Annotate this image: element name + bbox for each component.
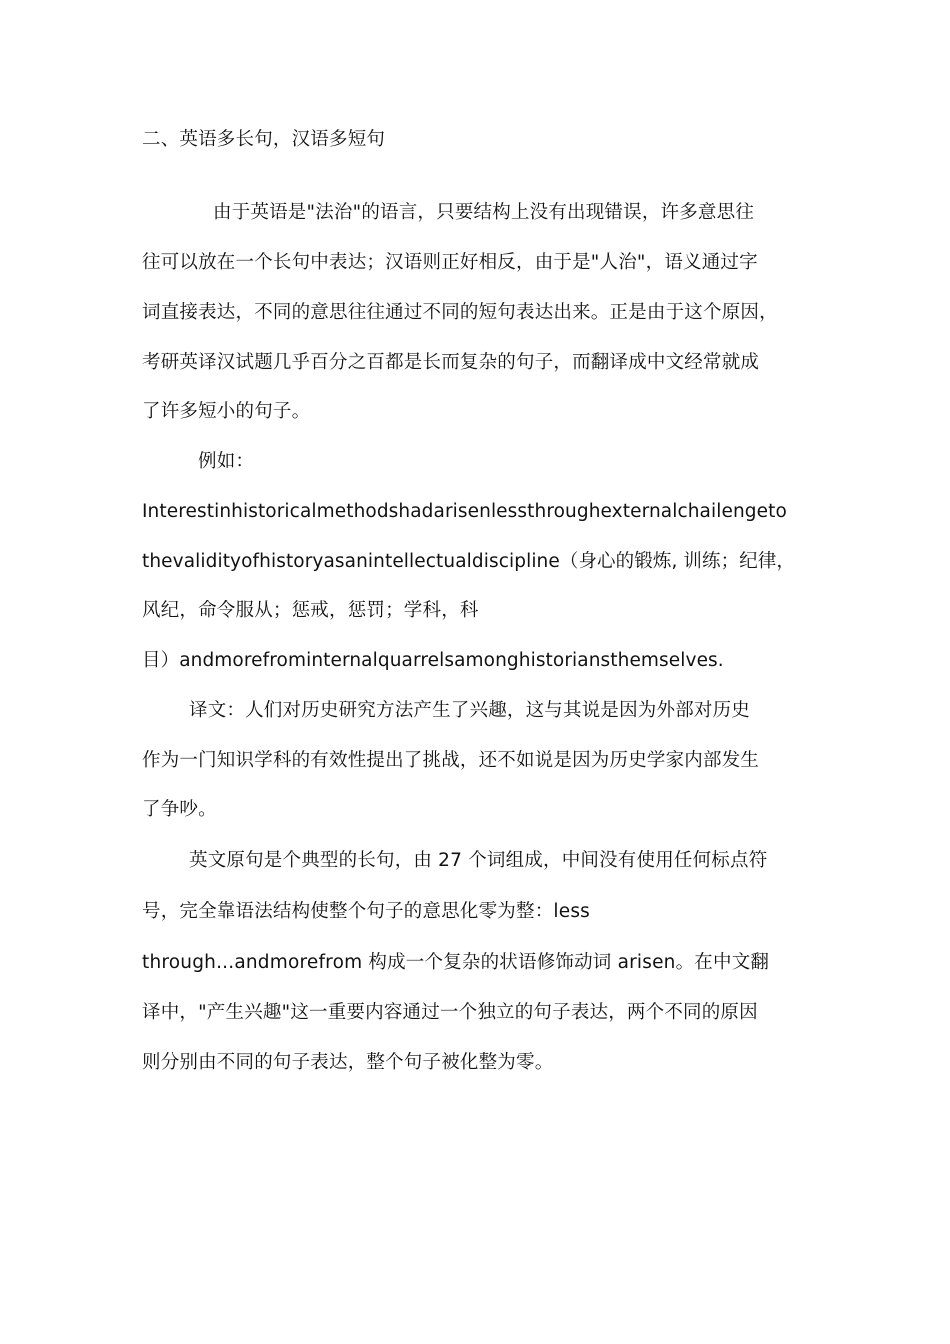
- analysis-line: 英文原句是个典型的长句，由 27 个词组成，中间没有使用任何标点符: [189, 850, 768, 871]
- paragraph-line: 了许多短小的句子。: [142, 401, 311, 422]
- example-label: 例如：: [198, 451, 255, 472]
- translation-line: 译文：人们对历史研究方法产生了兴趣，这与其说是因为外部对历史: [189, 700, 751, 721]
- paragraph-line: 由于英语是"法治"的语言，只要结构上没有出现错误，许多意思往: [213, 202, 755, 223]
- example-sentence-line: Interestinhistoricalmethodshadarisenlessthroughexternalchailengeto: [142, 501, 787, 522]
- paragraph-line: 往可以放在一个长句中表达；汉语则正好相反，由于是"人治"，语义通过字: [142, 252, 758, 273]
- section-heading: 二、英语多长句，汉语多短句: [142, 129, 386, 150]
- example-sentence-line: 目）andmorefrominternalquarrelsamonghistoriansthemselves.: [142, 650, 724, 671]
- analysis-line: 号，完全靠语法结构使整个句子的意思化零为整：less: [142, 901, 591, 922]
- paragraph-line: 词直接表达，不同的意思往往通过不同的短句表达出来。正是由于这个原因，: [142, 302, 778, 323]
- analysis-line: 译中，"产生兴趣"这一重要内容通过一个独立的句子表达，两个不同的原因: [142, 1002, 758, 1023]
- example-sentence-line: 风纪，命令服从；惩戒，惩罚；学科，科: [142, 600, 479, 621]
- paragraph-line: 考研英译汉试题几乎百分之百都是长而复杂的句子，而翻译成中文经常就成: [142, 352, 760, 373]
- analysis-line: through...andmorefrom 构成一个复杂的状语修饰动词 arisen。在中文翻: [142, 952, 770, 973]
- translation-line: 作为一门知识学科的有效性提出了挑战，还不如说是因为历史学家内部发生: [142, 750, 760, 771]
- analysis-line: 则分别由不同的句子表达，整个句子被化整为零。: [142, 1052, 554, 1073]
- example-sentence-line: thevalidityofhistoryasanintellectualdiscipline（身心的锻炼, 训练；纪律，: [142, 551, 796, 572]
- translation-line: 了争吵。: [142, 799, 217, 820]
